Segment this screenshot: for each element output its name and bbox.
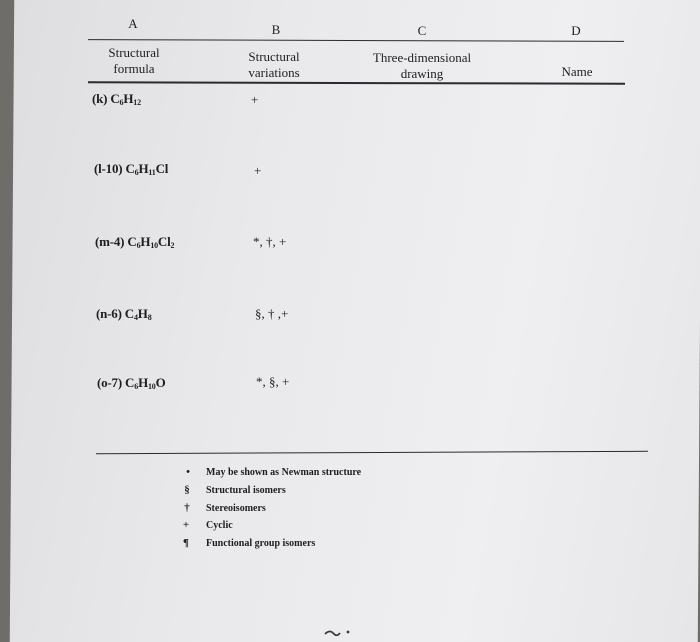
row-label: (m-4) bbox=[95, 234, 128, 249]
formula-element: H bbox=[140, 234, 151, 249]
column-header-b bbox=[224, 49, 324, 81]
formula-element: H bbox=[137, 306, 148, 321]
formula-element: H bbox=[138, 161, 149, 176]
legend-newman: May be shown as Newman structure bbox=[206, 467, 362, 478]
formula-subscript: 6 bbox=[134, 168, 139, 177]
column-letter-d: D bbox=[571, 23, 581, 38]
formula bbox=[125, 161, 168, 176]
legend-dagger-symbol: † bbox=[184, 502, 190, 514]
formula-subscript: 6 bbox=[119, 98, 124, 107]
column-header-c bbox=[357, 50, 487, 82]
formula bbox=[125, 375, 165, 390]
column-header-a-line2: formula bbox=[113, 61, 155, 76]
formula-element: H bbox=[138, 375, 148, 390]
formula-subscript: 10 bbox=[150, 241, 158, 250]
column-header-c-line2: drawing bbox=[400, 66, 444, 81]
column-header-d bbox=[541, 64, 613, 80]
formula-subscript: 2 bbox=[170, 241, 175, 250]
legend-structural-isomers: Structural isomers bbox=[206, 485, 286, 496]
column-letter-b: B bbox=[271, 22, 281, 37]
row-l10-variations: + bbox=[254, 163, 262, 178]
formula-element: Cl bbox=[157, 234, 171, 249]
column-header-b-line1: Structural bbox=[248, 49, 300, 64]
column-header-d-line1: Name bbox=[561, 64, 593, 79]
formula-subscript: 4 bbox=[133, 313, 138, 322]
formula bbox=[110, 91, 141, 106]
row-k-variations: + bbox=[251, 92, 259, 107]
row-label: (k) bbox=[92, 91, 111, 106]
formula-subscript: 6 bbox=[134, 382, 139, 391]
row-o7-formula bbox=[97, 375, 166, 391]
formula-element: C bbox=[125, 161, 135, 176]
formula-subscript: 11 bbox=[148, 168, 156, 177]
column-header-a bbox=[84, 45, 184, 77]
legend-bullet-symbol: • bbox=[186, 466, 190, 478]
column-header-c-line1: Three-dimensional bbox=[372, 50, 472, 65]
column-header-b-line2: variations bbox=[248, 65, 300, 80]
legend-section-symbol: § bbox=[184, 484, 190, 496]
ink-mark-icon bbox=[322, 626, 352, 638]
row-o7-variations: *, §, + bbox=[256, 374, 290, 389]
legend-cyclic: Cyclic bbox=[206, 520, 233, 531]
formula bbox=[125, 306, 152, 321]
legend-functional-group-isomers: Functional group isomers bbox=[206, 538, 316, 549]
row-label: (n-6) bbox=[96, 306, 125, 321]
formula-element: C bbox=[124, 306, 134, 321]
formula-element: O bbox=[155, 375, 166, 390]
formula bbox=[127, 234, 174, 249]
row-label: (l-10) bbox=[94, 161, 126, 176]
column-letter-a: A bbox=[128, 16, 138, 31]
column-letter-c: C bbox=[417, 23, 427, 38]
formula-subscript: 10 bbox=[147, 382, 156, 391]
formula-subscript: 8 bbox=[147, 313, 152, 322]
row-m4-formula bbox=[95, 234, 174, 250]
legend-plus-symbol: + bbox=[182, 519, 190, 531]
formula-element: C bbox=[110, 91, 120, 106]
formula-subscript: 6 bbox=[136, 241, 141, 250]
row-k-formula bbox=[92, 91, 141, 107]
row-label: (o-7) bbox=[97, 375, 126, 390]
legend-stereoisomers: Stereoisomers bbox=[206, 503, 266, 514]
formula-element: Cl bbox=[155, 161, 169, 176]
row-m4-variations: *, †, + bbox=[253, 234, 287, 249]
row-n6-variations: §, † ,+ bbox=[255, 306, 289, 321]
formula-element: H bbox=[123, 91, 134, 106]
formula-element: C bbox=[125, 375, 135, 390]
row-n6-formula bbox=[96, 306, 152, 322]
formula-element: C bbox=[127, 234, 137, 249]
legend-pilcrow-symbol: ¶ bbox=[183, 537, 189, 549]
column-header-a-line1: Structural bbox=[108, 45, 160, 60]
row-l10-formula bbox=[94, 161, 168, 177]
formula-subscript: 12 bbox=[133, 98, 141, 107]
